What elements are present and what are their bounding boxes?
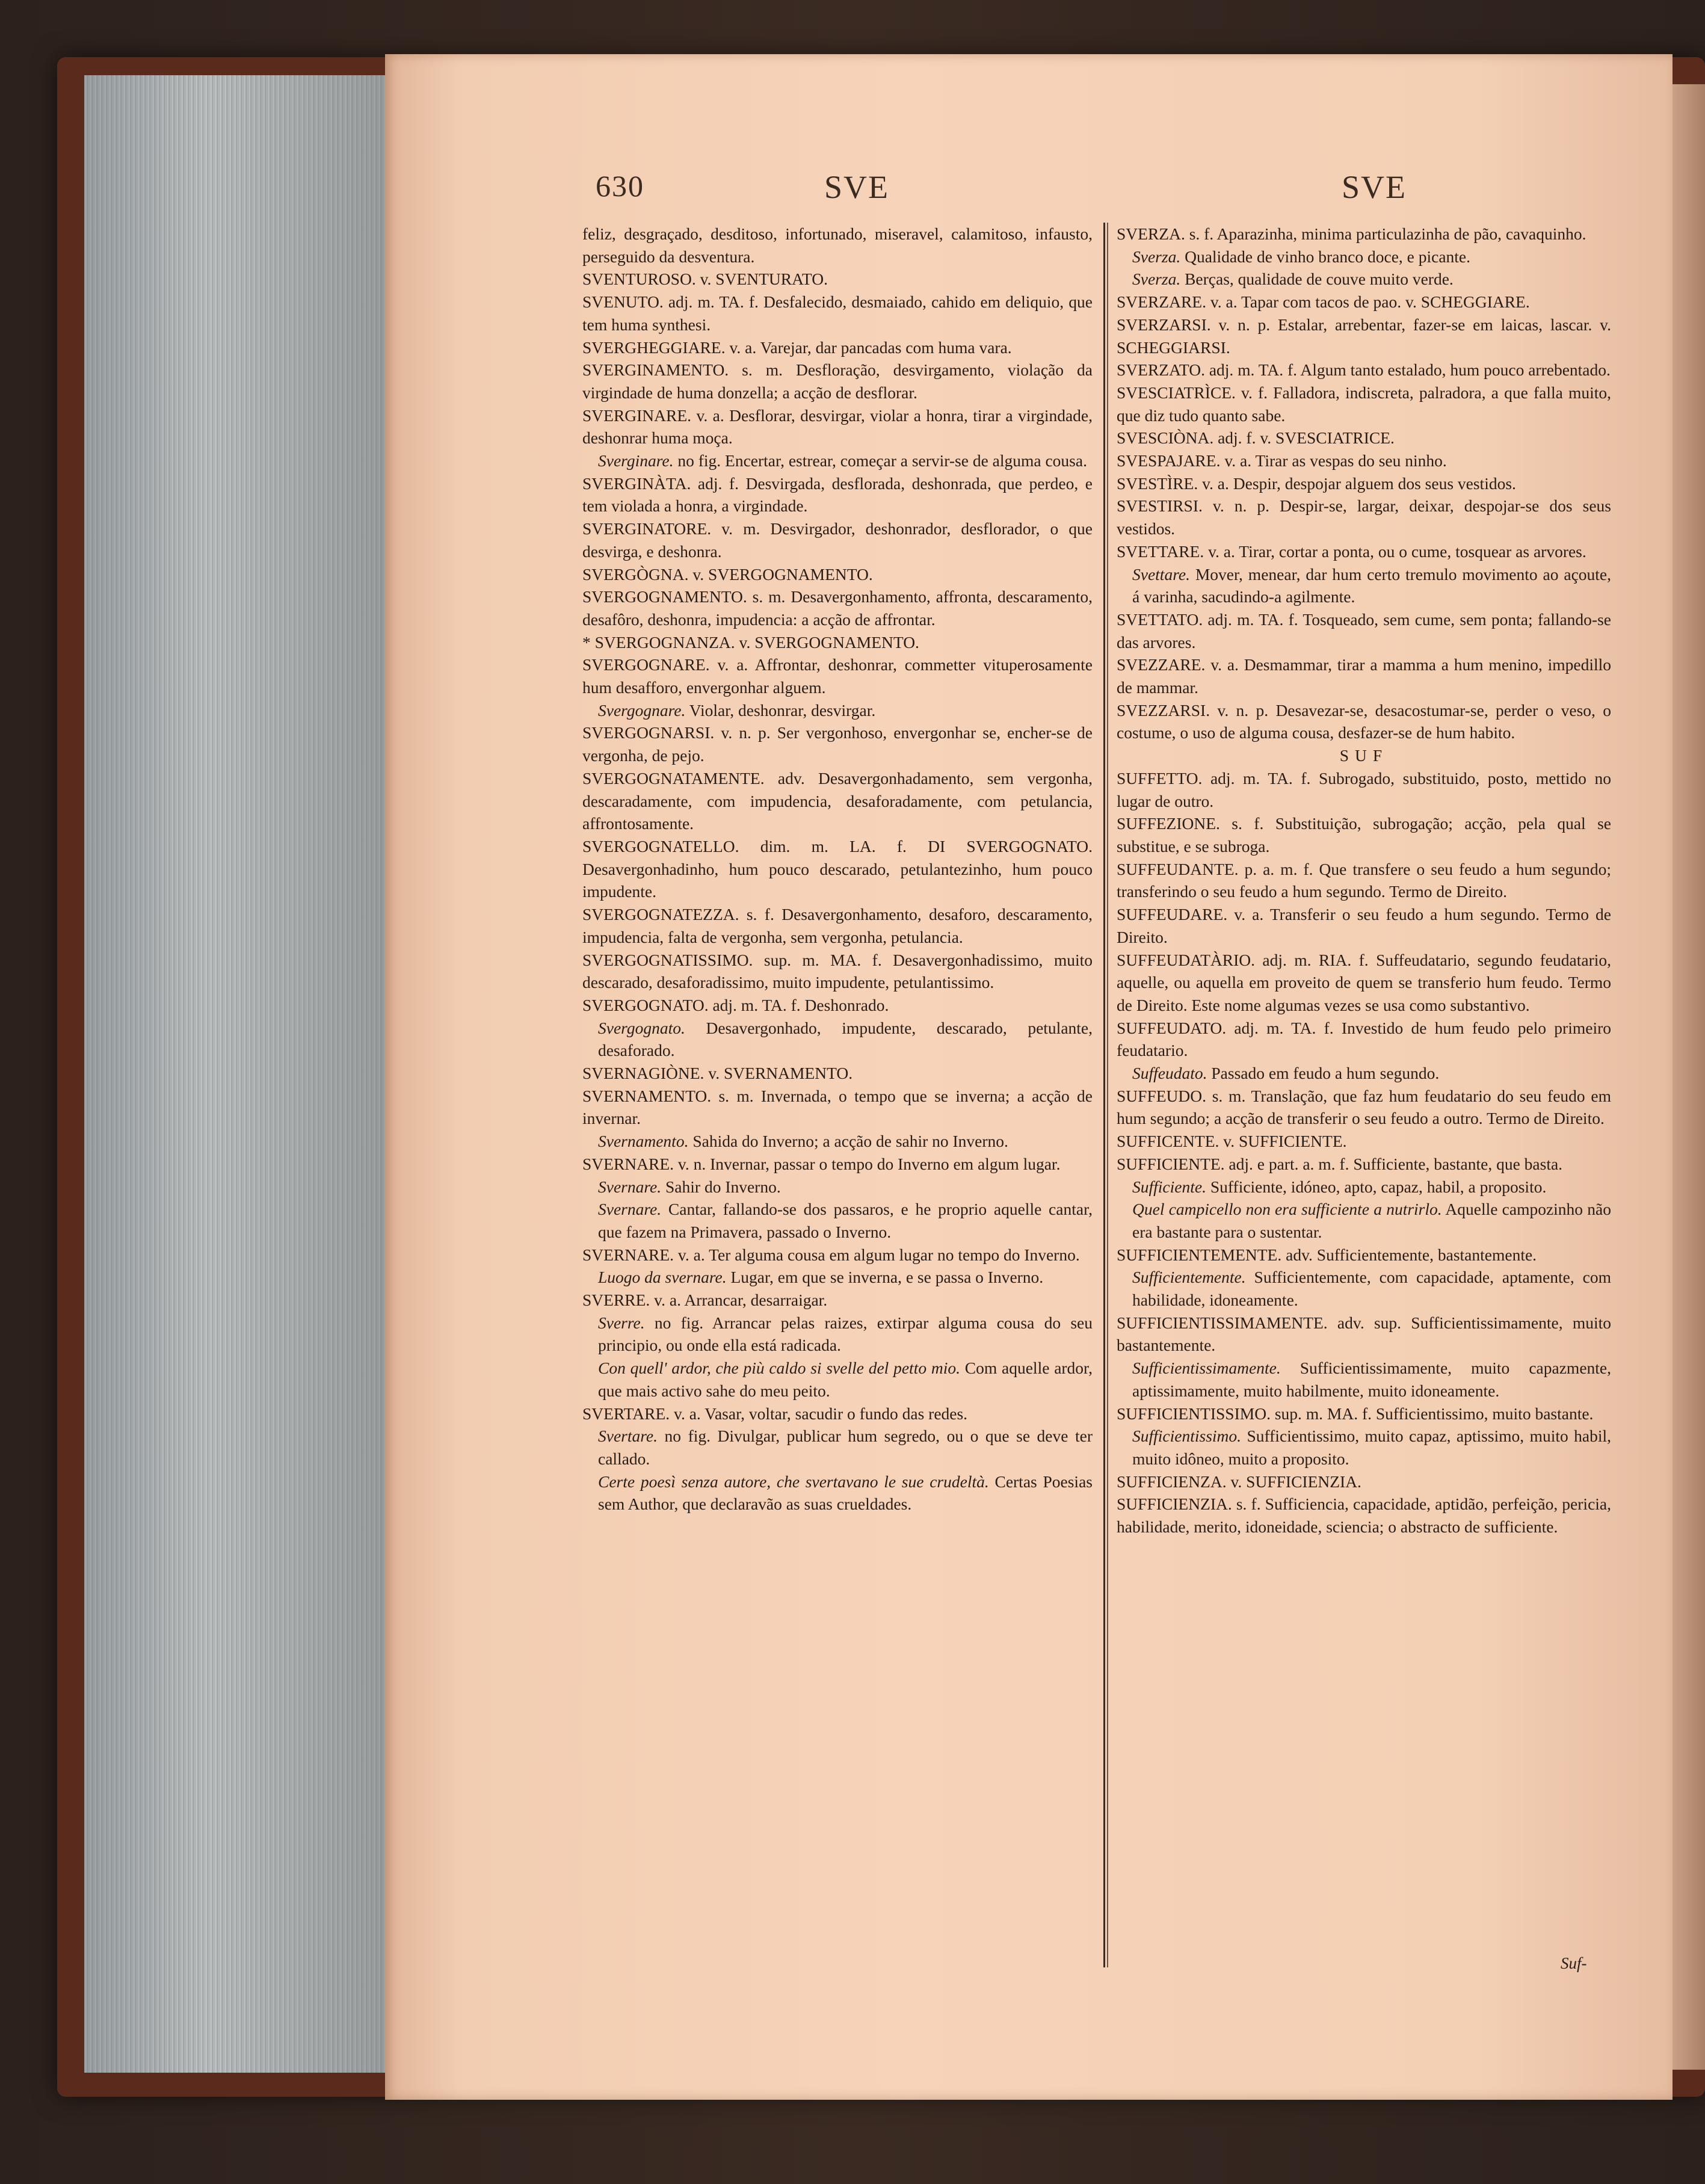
dictionary-entry: SVEZZARSI. v. n. p. Desavezar-se, desacostumar-se, perder o veso, o costume, o uso de alguma cousa, desfazer-se de hum habito. bbox=[1117, 700, 1611, 742]
sub-entry-headword: Svertare. bbox=[598, 1427, 658, 1446]
next-leaf-edge bbox=[1673, 84, 1705, 2070]
dictionary-entry: SVEZZARE. v. a. Desmammar, tirar a mamma a hum menino, impedillo de mammar. bbox=[1117, 655, 1611, 697]
sub-entry-headword: Sverginare. bbox=[598, 451, 674, 470]
dictionary-entry: SUFFEUDANTE. p. a. m. f. Que transfere o seu feudo a hum segundo; transferindo o seu feudo a hum segundo. Termo de Direito. bbox=[1117, 859, 1611, 901]
sub-entry-text: Sahir do Inverno. bbox=[661, 1177, 781, 1196]
dictionary-entry: SVERGINAMENTO. s. m. Desfloração, desvirgamento, violação da virgindade de huma donzella; a acção de desflorar. bbox=[582, 360, 1093, 402]
sub-entry bbox=[1117, 245, 1611, 268]
sub-entry-headword: Luogo da svernare. bbox=[598, 1268, 727, 1287]
sub-entry-text: Lugar, em que se inverna, e se passa o Inverno. bbox=[726, 1268, 1044, 1287]
sub-entry-text: Sufficiente, idóneo, apto, capaz, habil, a proposito. bbox=[1206, 1177, 1547, 1196]
dictionary-entry: SUFFICIENTEMENTE. adv. Sufficientemente, bastantemente. bbox=[1117, 1245, 1537, 1264]
sub-entry-headword: Con quell' ardor, che più caldo si svelle del petto mio. bbox=[598, 1359, 960, 1378]
dictionary-entry: SVERGOGNATO. adj. m. TA. f. Deshonrado. bbox=[582, 995, 889, 1014]
dictionary-entry: SVESTÌRE. v. a. Despir, despojar alguem dos seus vestidos. bbox=[1117, 474, 1516, 493]
dictionary-entry: SVETTARE. v. a. Tirar, cortar a ponta, ou o cume, tosquear as arvores. bbox=[1117, 541, 1586, 561]
dictionary-entry: SVERNAGIÒNE. v. SVERNAMENTO. bbox=[582, 1064, 853, 1083]
dictionary-entry: SVESCIÒNA. adj. f. v. SVESCIATRICE. bbox=[1117, 428, 1395, 448]
dictionary-entry: SVERNARE. v. n. Invernar, passar o tempo do Inverno em algum lugar. bbox=[582, 1154, 1061, 1173]
left-column bbox=[582, 223, 1093, 1516]
dictionary-entry: SVENUTO. adj. m. TA. f. Desfalecido, desmaiado, cahido em deliquio, que tem huma synthesi. bbox=[582, 292, 1093, 334]
dictionary-entry: SVERGINATORE. v. m. Desvirgador, deshonrador, desflorador, o que desvirga, e deshonra. bbox=[582, 519, 1093, 561]
dictionary-entry: SVERZATO. adj. m. TA. f. Algum tanto estalado, hum pouco arrebentado. bbox=[1117, 360, 1611, 380]
sub-entry-text: no fig. Arrancar pelas raizes, extirpar alguma cousa do seu principio, ou onde ella está radicada. bbox=[598, 1313, 1093, 1355]
dictionary-entry: SUFFICIENTE. adj. e part. a. m. f. Sufficiente, bastante, que basta. bbox=[1117, 1154, 1563, 1173]
sub-entry-headword: Sverza. bbox=[1132, 270, 1181, 289]
sub-entry-text: Desavergonhado, impudente, descarado, petulante, desaforado. bbox=[598, 1018, 1093, 1060]
dictionary-entry: SVENTUROSO. v. SVENTURATO. bbox=[582, 270, 828, 289]
column-rule-inner bbox=[1107, 223, 1108, 1967]
running-head-left: SVE bbox=[824, 169, 890, 205]
dictionary-entry: SVESCIATRÌCE. v. f. Falladora, indiscreta, palradora, a que falla muito, que diz tudo quanto sabe. bbox=[1117, 383, 1611, 425]
dictionary-entry: SVERTARE. v. a. Vasar, voltar, sacudir o fundo das redes. bbox=[582, 1404, 968, 1423]
sub-entry-headword: Svergognato. bbox=[598, 1018, 685, 1037]
dictionary-entry: SVERZARSI. v. n. p. Estalar, arrebentar, fazer-se em laicas, lascar. v. SCHEGGIARSI. bbox=[1117, 315, 1611, 357]
dictionary-entry: SVERGINÀTA. adj. f. Desvirgada, desflorada, deshonrada, que perdeo, e tem violada a honra, a virgindade. bbox=[582, 474, 1093, 516]
running-head-right: SVE bbox=[1342, 169, 1407, 205]
sub-entry bbox=[1117, 268, 1611, 291]
dictionary-entry: SVERGÒGNA. v. SVERGOGNAMENTO. bbox=[582, 564, 873, 584]
dictionary-entry: SUFFICIENZIA. s. f. Sufficiencia, capacidade, aptidão, perfeição, pericia, habilidade, merito, idoneidade, sciencia; o abstracto de sufficiente. bbox=[1117, 1495, 1611, 1537]
sub-entry bbox=[1117, 1176, 1611, 1198]
sub-entry-headword: Svernare. bbox=[598, 1177, 662, 1196]
dictionary-entry: SVESPAJARE. v. a. Tirar as vespas do seu ninho. bbox=[1117, 451, 1447, 470]
sub-entry bbox=[1117, 1425, 1611, 1470]
dictionary-entry: SVETTATO. adj. m. TA. f. Tosqueado, sem cume, sem ponta; fallando-se das arvores. bbox=[1117, 609, 1611, 652]
dictionary-entry: SVERGOGNATEZZA. s. f. Desavergonhamento, desaforo, descaramento, impudencia, falta de vergonha, sem vergonha, petulancia. bbox=[582, 905, 1093, 946]
right-column bbox=[1117, 223, 1611, 1538]
sub-entry-headword: Certe poesì senza autore, che svertavano le sue crudeltà. bbox=[598, 1472, 989, 1491]
sub-entry-headword: Svernamento. bbox=[598, 1132, 689, 1151]
dictionary-entry: SUFFICENTE. v. SUFFICIENTE. bbox=[1117, 1132, 1347, 1151]
sub-entry-text: Sufficientissimamente, muito capazmente, aptissimamente, muito habilmente, muito idoneamente. bbox=[1132, 1359, 1611, 1400]
sub-entry bbox=[582, 1425, 1093, 1470]
sub-entry bbox=[582, 1266, 1093, 1289]
sub-entry-headword: Sufficientemente. bbox=[1132, 1268, 1246, 1287]
sub-entry-headword: Sufficientissimamente. bbox=[1132, 1359, 1281, 1378]
sub-entry-text: Cantar, fallando-se dos passaros, e he proprio aquelle cantar, que fazem na Primavera, passado o Inverno. bbox=[598, 1200, 1093, 1241]
sub-entry bbox=[582, 699, 1093, 722]
dictionary-entry: SUFFICIENTISSIMAMENTE. adv. sup. Sufficientissimamente, muito bastantemente. bbox=[1117, 1313, 1611, 1355]
dictionary-entry: SUFFEUDATO. adj. m. TA. f. Investido de hum feudo pelo primeiro feudatario. bbox=[1117, 1018, 1611, 1060]
sub-entry bbox=[582, 1357, 1093, 1402]
sub-entry-text: Sahida do Inverno; a acção de sahir no Inverno. bbox=[688, 1132, 1008, 1151]
sub-entry-text: Sufficientissimo, muito capaz, aptissimo, muito habil, muito idôneo, muito a proposito. bbox=[1132, 1427, 1611, 1468]
dictionary-entry: * SVERGOGNANZA. v. SVERGOGNAMENTO. bbox=[582, 632, 919, 652]
sub-entry-text: Berças, qualidade de couve muito verde. bbox=[1180, 270, 1454, 289]
dictionary-entry: SVERRE. v. a. Arrancar, desarraigar. bbox=[582, 1291, 828, 1310]
sub-entry-headword: Suffeudato. bbox=[1132, 1064, 1207, 1083]
dictionary-entry: SVERGINARE. v. a. Desflorar, desvirgar, violar a honra, tirar a virgindade, deshonrar huma moça. bbox=[582, 406, 1093, 448]
sub-entry-headword: Svettare. bbox=[1132, 564, 1190, 584]
sub-entry bbox=[582, 1176, 1093, 1198]
sub-entry-headword: Svergognare. bbox=[598, 700, 686, 720]
sub-entry-text: Passado em feudo a hum segundo. bbox=[1207, 1064, 1440, 1083]
sub-entry bbox=[582, 1470, 1093, 1516]
dictionary-entry: SVERZARE. v. a. Tapar com tacos de pao. v. SCHEGGIARE. bbox=[1117, 292, 1530, 312]
sub-entry bbox=[582, 1017, 1093, 1062]
dictionary-entry: SVERGOGNAMENTO. s. m. Desavergonhamento, affronta, descaramento, desafôro, deshonra, impudencia: a acção de affrontar. bbox=[582, 587, 1093, 629]
dictionary-entry: SVERZA. s. f. Aparazinha, minima particulazinha de pão, cavaquinho. bbox=[1117, 224, 1586, 243]
catchword: Suf- bbox=[1561, 1954, 1587, 1972]
dictionary-entry: SUFFEUDATÀRIO. adj. m. RIA. f. Suffeudatario, segundo feudatario, aquelle, ou aquella em proveito de quem se transferio hum feudo. Termo de Direito. Este nome algumas vezes se usa como substantivo. bbox=[1117, 950, 1611, 1014]
dictionary-entry: SVERNAMENTO. s. m. Invernada, o tempo que se inverna; a acção de invernar. bbox=[582, 1086, 1093, 1128]
page-edges bbox=[84, 75, 390, 2073]
sub-entry-text: Violar, deshonrar, desvirgar. bbox=[685, 700, 876, 720]
dictionary-entry: SUFFEZIONE. s. f. Substituição, subrogação; acção, pela qual se substitue, e se subroga. bbox=[1117, 814, 1611, 856]
dictionary-entry: SVERGOGNATISSIMO. sup. m. MA. f. Desavergonhadissimo, muito descarado, desaforadissimo, muito impudente, petulantissimo. bbox=[582, 950, 1093, 992]
dictionary-entry: SUFFETTO. adj. m. TA. f. Subrogado, substituido, posto, mettido no lugar de outro. bbox=[1117, 768, 1611, 810]
sub-entry-text: no fig. Divulgar, publicar hum segredo, ou o que se deve ter callado. bbox=[598, 1427, 1093, 1468]
dictionary-entry: SVERNARE. v. a. Ter alguma cousa em algum lugar no tempo do Inverno. bbox=[582, 1245, 1080, 1264]
sub-entry-headword: Quel campicello non era sufficiente a nutrirlo. bbox=[1132, 1200, 1442, 1219]
dictionary-entry: SVESTIRSI. v. n. p. Despir-se, largar, deixar, despojar-se dos seus vestidos. bbox=[1117, 496, 1611, 538]
sub-entry-headword: Sufficientissimo. bbox=[1132, 1427, 1242, 1446]
sub-entry-headword: Sufficiente. bbox=[1132, 1177, 1206, 1196]
sub-entry bbox=[1117, 1198, 1611, 1243]
dictionary-entry: SUFFEUDO. s. m. Translação, que faz hum feudatario do seu feudo em hum segundo; a acção de transferir o seu feudo a outro. Termo de Direito. bbox=[1117, 1086, 1611, 1128]
sub-entry-text: Mover, menear, dar hum certo tremulo movimento ao açoute, á varinha, sacudindo-a agilmente. bbox=[1132, 564, 1611, 606]
sub-entry bbox=[1117, 1266, 1611, 1311]
dictionary-entry: SVERGHEGGIARE. v. a. Varejar, dar pancadas com huma vara. bbox=[582, 338, 1012, 357]
dictionary-entry: SVERGOGNARSI. v. n. p. Ser vergonhoso, envergonhar se, encher-se de vergonha, de pejo. bbox=[582, 723, 1093, 765]
sub-entry-headword: Sverre. bbox=[598, 1313, 645, 1332]
section-heading: SUF bbox=[1339, 746, 1389, 765]
sub-entry bbox=[582, 1198, 1093, 1243]
dictionary-entry: SVERGOGNARE. v. a. Affrontar, deshonrar, commetter vituperosamente hum desafforo, envergonhar alguem. bbox=[582, 655, 1093, 697]
sub-entry bbox=[582, 449, 1093, 472]
dictionary-entry: SUFFICIENTISSIMO. sup. m. MA. f. Sufficientissimo, muito bastante. bbox=[1117, 1404, 1594, 1423]
sub-entry bbox=[1117, 1357, 1611, 1402]
page-number: 630 bbox=[596, 169, 644, 203]
sub-entry bbox=[582, 1130, 1093, 1153]
sub-entry-text: Certas Poesias sem Author, que declaravão as suas crueldades. bbox=[598, 1472, 1093, 1514]
sub-entry bbox=[1117, 563, 1611, 608]
sub-entry-text: no fig. Encertar, estrear, começar a servir-se de alguma cousa. bbox=[673, 451, 1087, 470]
dictionary-entry: SUFFICIENZA. v. SUFFICIENZIA. bbox=[1117, 1472, 1361, 1491]
sub-entry-text: Sufficientemente, com capacidade, aptamente, com habilidade, idoneamente. bbox=[1132, 1268, 1611, 1310]
dictionary-entry: SUFFEUDARE. v. a. Transferir o seu feudo a hum segundo. Termo de Direito. bbox=[1117, 905, 1611, 946]
sub-entry-text: Aquelle campozinho não era bastante para o sustentar. bbox=[1132, 1200, 1612, 1241]
dictionary-entry: SVERGOGNATELLO. dim. m. LA. f. DI SVERGOGNATO. Desavergonhadinho, hum pouco descarado, petulantezinho, hum pouco impudente. bbox=[582, 836, 1093, 901]
sub-entry-text: Qualidade de vinho branco doce, e picante. bbox=[1180, 247, 1471, 266]
sub-entry-headword: Sverza. bbox=[1132, 247, 1181, 266]
sub-entry bbox=[1117, 1062, 1611, 1085]
dictionary-entry: SVERGOGNATAMENTE. adv. Desavergonhadamento, sem vergonha, descaradamente, com impudencia, desaforadamente, com petulancia, affrontosamente. bbox=[582, 768, 1093, 833]
sub-entry-headword: Svernare. bbox=[598, 1200, 662, 1219]
column-rule bbox=[1103, 223, 1105, 1967]
sub-entry-text: Com aquelle ardor, que mais activo sahe do meu peito. bbox=[598, 1359, 1093, 1400]
dictionary-entry: feliz, desgraçado, desditoso, infortunado, miseravel, calamitoso, infausto, perseguido da desventura. bbox=[582, 224, 1093, 266]
sub-entry bbox=[582, 1312, 1093, 1357]
